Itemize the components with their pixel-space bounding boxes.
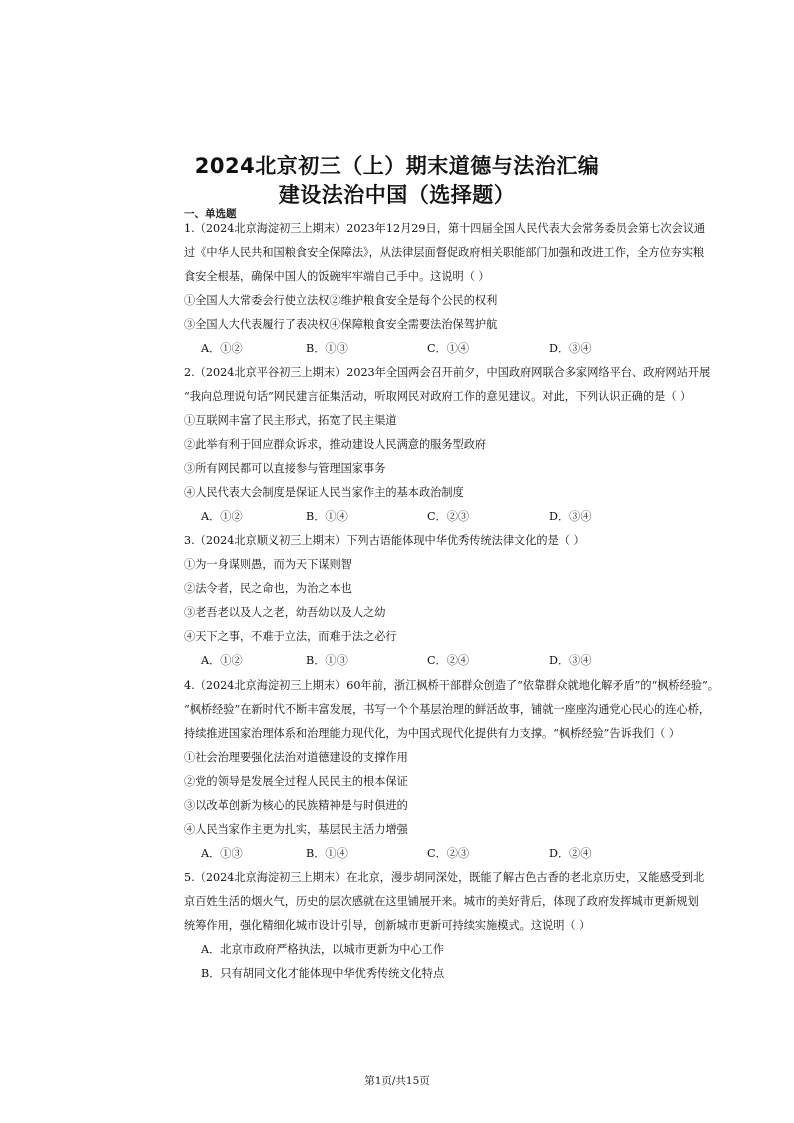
document-title: 2024北京初三（上）期末道德与法治汇编 — [194, 154, 600, 178]
question-4-statement: ④人民当家作主更为扎实，基层民主活力增强 — [184, 823, 408, 836]
question-1-option-a: A．①② — [201, 342, 243, 355]
question-1-statement: ③全国人大代表履行了表决权④保障粮食安全需要法治保驾护航 — [184, 318, 498, 331]
question-5-option-b: B．只有胡同文化才能体现中华优秀传统文化特点 — [201, 967, 445, 980]
question-4-statement: ②党的领导是发展全过程人民民主的根本保证 — [184, 775, 408, 788]
question-2-option-c: C．②③ — [427, 510, 470, 523]
question-5-stem: 5.（2024北京海淀初三上期末）在北京，漫步胡同深处，既能了解古色古香的老北京历史，又能感受到北 — [184, 871, 705, 884]
question-3-option-a: A．①② — [201, 654, 243, 667]
question-3-statement: ④天下之事，不难于立法，而难于法之必行 — [184, 630, 397, 643]
question-3-statement: ①为一身谋则愚，而为天下谋则智 — [184, 558, 352, 571]
question-5-option-a: A．北京市政府严格执法，以城市更新为中心工作 — [201, 943, 445, 956]
question-2-stem: “我向总理说句话”网民建言征集活动，听取网民对政府工作的意见建议。对此，下列认识正确的是（ ） — [184, 390, 692, 403]
question-2-option-d: D．③④ — [549, 510, 592, 523]
question-5-stem: 统筹作用，强化精细化城市设计引导，创新城市更新可持续实施模式。这说明（ ） — [184, 919, 591, 932]
question-4-stem: “枫桥经验”在新时代不断丰富发展，书写一个个基层治理的鲜活故事，铺就一座座沟通党心民心的连心桥， — [184, 703, 711, 716]
document-subtitle: 建设法治中国（选择题） — [278, 183, 516, 207]
question-4-option-a: A．①③ — [201, 847, 243, 860]
question-3-statement: ③老吾老以及人之老，幼吾幼以及人之幼 — [184, 606, 386, 619]
question-4-option-d: D．②④ — [549, 847, 592, 860]
question-4-stem: 持续推进国家治理体系和治理能力现代化，为中国式现代化提供有力支撑。“枫桥经验”告诉我们（ ） — [184, 727, 681, 740]
question-4-statement: ③以改革创新为核心的民族精神是与时俱进的 — [184, 799, 408, 812]
question-2-stem: 2.（2024北京平谷初三上期末）2023年全国两会召开前夕，中国政府网联合多家网络平台、政府网站开展 — [184, 366, 711, 379]
question-2-statement: ③所有网民都可以直接参与管理国家事务 — [184, 462, 386, 475]
question-5-stem: 京百姓生活的烟火气，历史的层次感就在这里铺展开来。城市的美好背后，体现了政府发挥城市更新规划 — [184, 895, 699, 908]
question-3-option-d: D．③④ — [549, 654, 592, 667]
question-2-statement: ①互联网丰富了民主形式，拓宽了民主渠道 — [184, 414, 397, 427]
question-1-stem: 食安全根基，确保中国人的饭碗牢牢端自己手中。这说明（ ） — [184, 270, 490, 283]
question-4-statement: ①社会治理要强化法治对道德建设的支撑作用 — [184, 751, 408, 764]
question-2-option-a: A．①② — [201, 510, 243, 523]
question-4-option-c: C．②③ — [427, 847, 470, 860]
question-1-statement: ①全国人大常委会行使立法权②维护粮食安全是每个公民的权利 — [184, 294, 498, 307]
question-2-statement: ②此举有利于回应群众诉求，推动建设人民满意的服务型政府 — [184, 438, 487, 451]
question-1-option-c: C．①④ — [427, 342, 470, 355]
question-2-statement: ④人民代表大会制度是保证人民当家作主的基本政治制度 — [184, 486, 464, 499]
question-3-statement: ②法令者，民之命也，为治之本也 — [184, 582, 352, 595]
page-number: 第1页/共15页 — [364, 1075, 430, 1087]
question-1-stem: 1.（2024北京海淀初三上期末）2023年12月29日，第十四届全国人民代表大会常务委员会第七次会议通 — [184, 222, 706, 235]
question-3-stem: 3.（2024北京顺义初三上期末）下列古语能体现中华优秀传统法律文化的是（ ） — [184, 534, 585, 547]
question-3-option-c: C．②④ — [427, 654, 470, 667]
question-3-option-b: B．①③ — [306, 654, 348, 667]
question-1-option-d: D．③④ — [549, 342, 592, 355]
question-1-stem: 过《中华人民共和国粮食安全保障法》，从法律层面督促政府相关职能部门加强和改进工作，全方位夯实粮 — [184, 246, 705, 259]
question-2-option-b: B．①④ — [306, 510, 348, 523]
question-4-stem: 4.（2024北京海淀初三上期末）60年前，浙江枫桥干部群众创造了“依靠群众就地化解矛盾”的“枫桥经验”。 — [184, 679, 719, 692]
section-heading: 一、单选题 — [184, 208, 237, 220]
question-4-option-b: B．①④ — [306, 847, 348, 860]
question-1-option-b: B．①③ — [306, 342, 348, 355]
